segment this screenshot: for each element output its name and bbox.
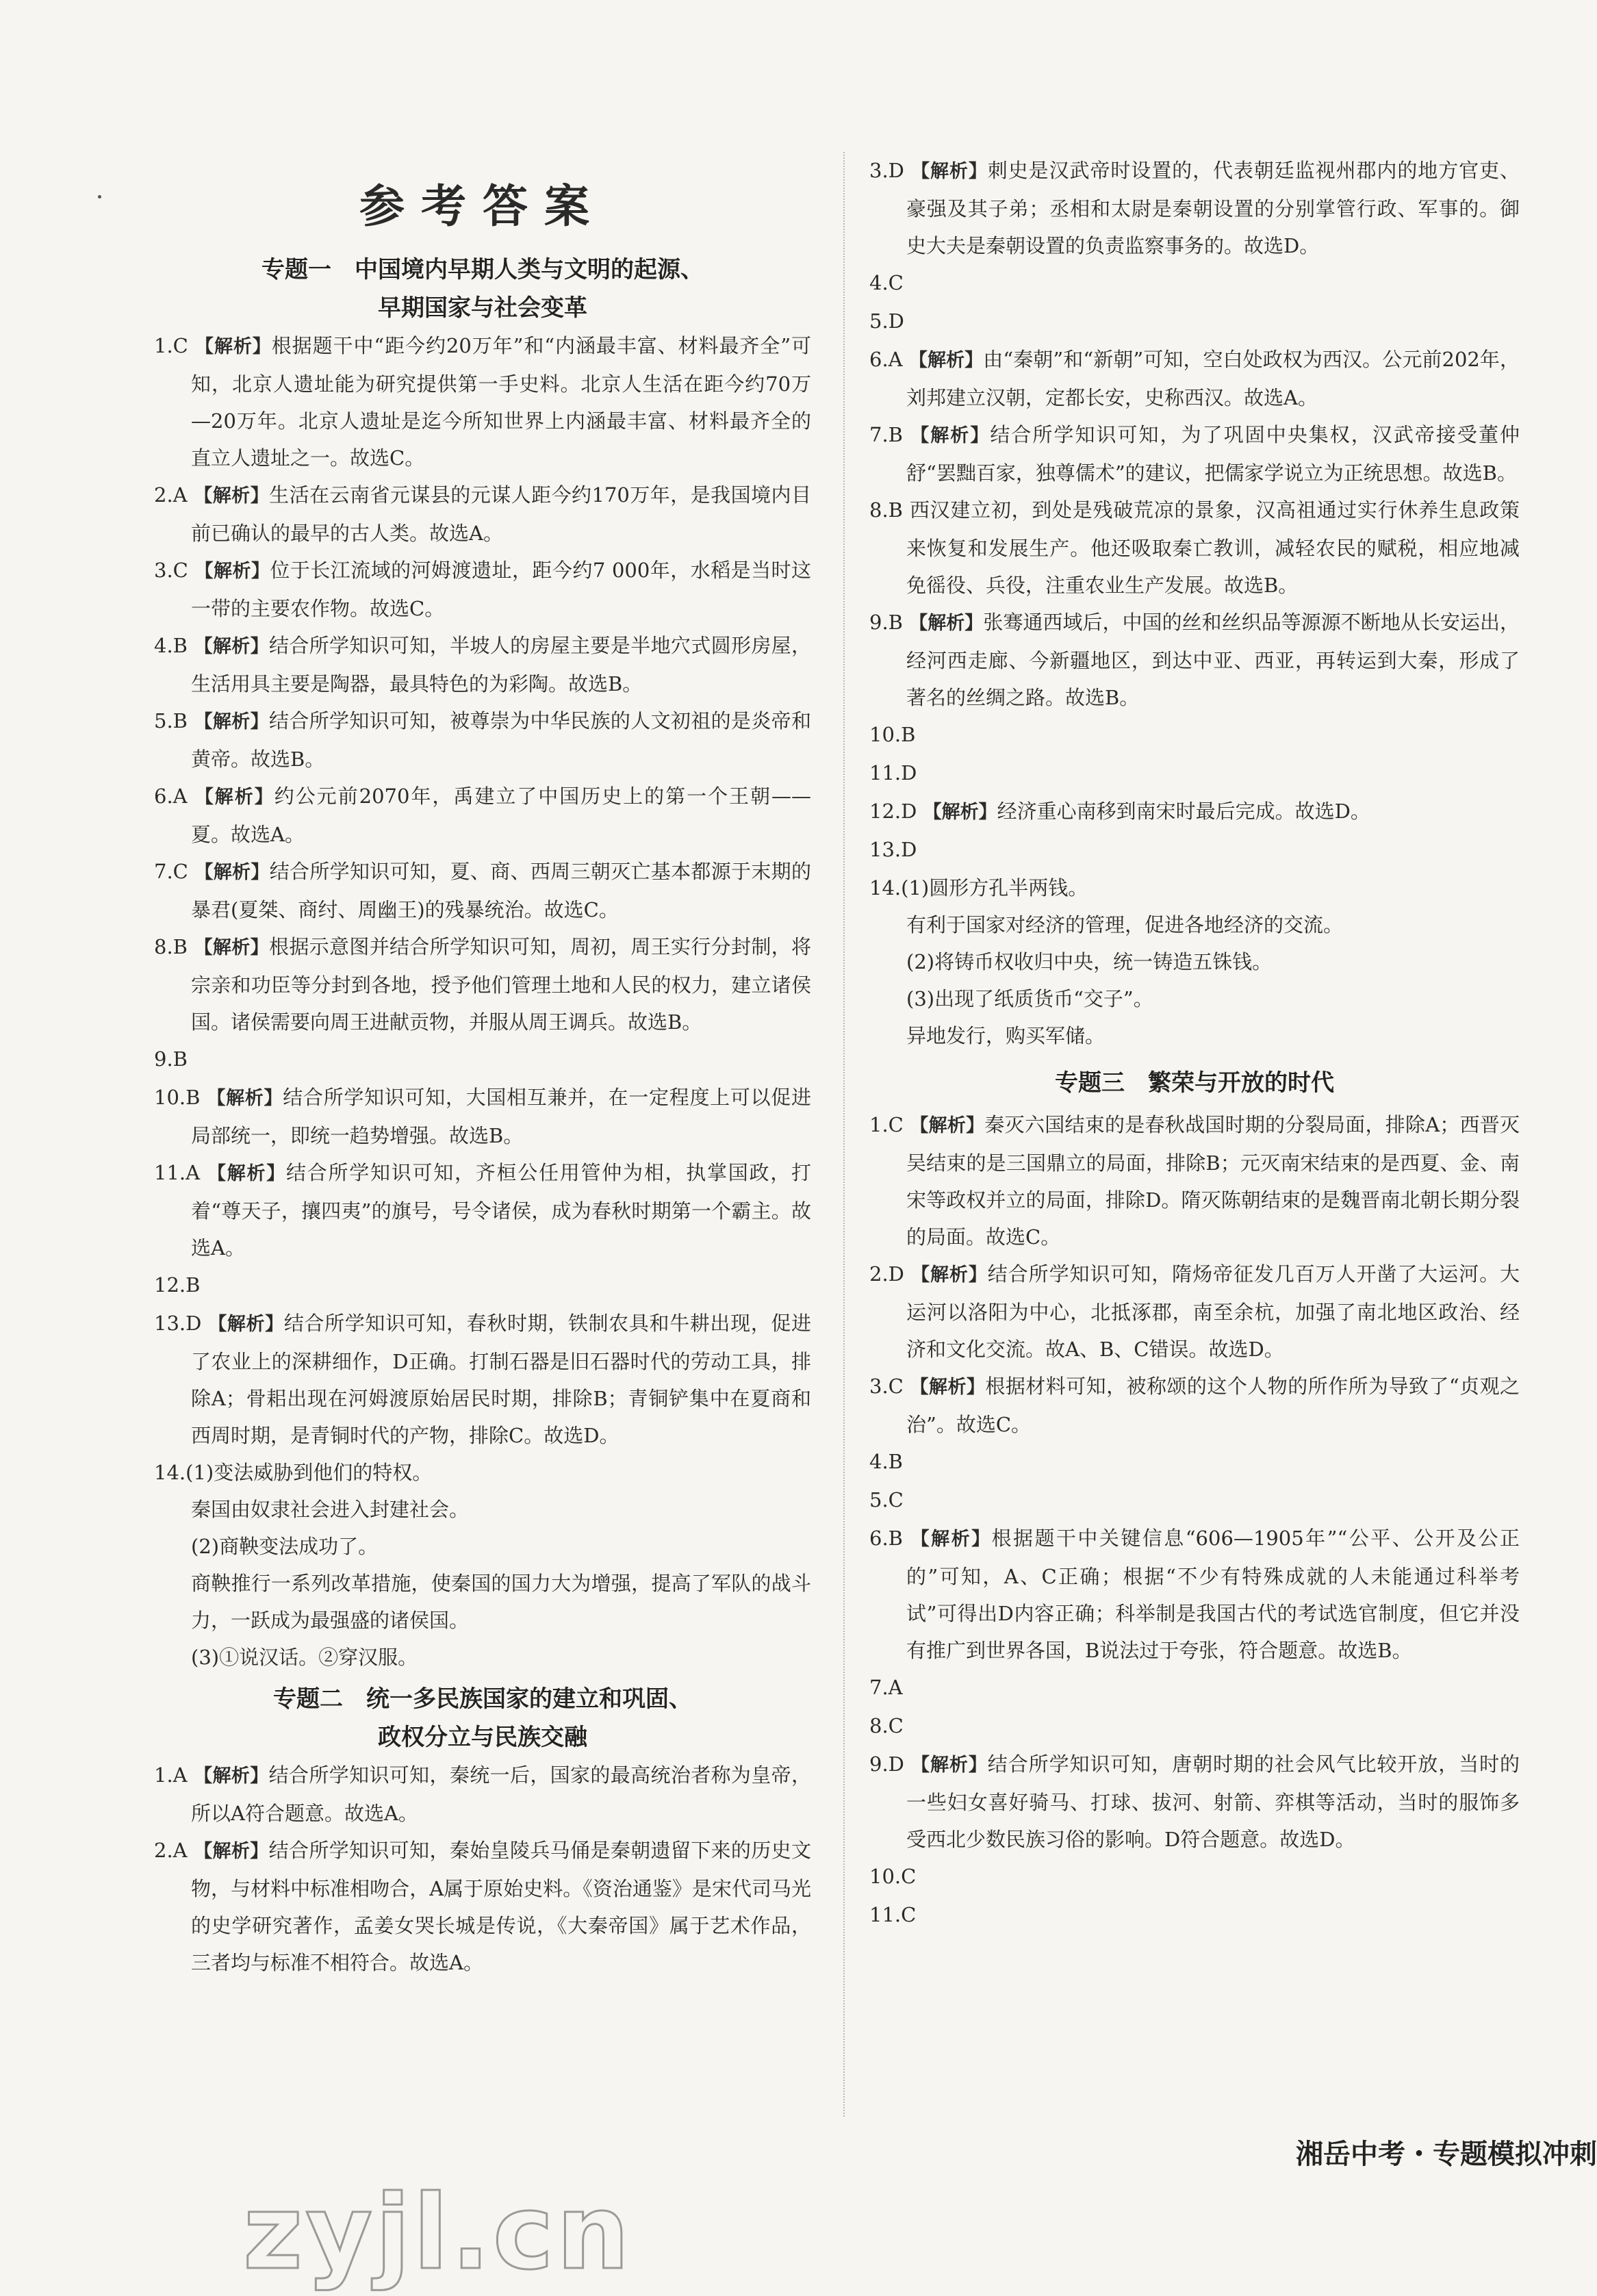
answer-number: 5.B	[154, 709, 188, 732]
answer-number: 6.B	[869, 1527, 903, 1550]
answer-item	[154, 552, 811, 627]
answer-item	[869, 1106, 1520, 1255]
answer-item	[869, 152, 1520, 264]
answer-item	[869, 492, 1520, 604]
topic2-q14-line: (2)将铸币权收归中央，统一铸造五铢钱。	[906, 950, 1273, 973]
answer-item	[154, 1079, 811, 1154]
answer-number: 12.D	[869, 800, 917, 823]
answer-item	[869, 1481, 1520, 1520]
answer-number: 5.D	[869, 309, 904, 333]
answer-item	[154, 627, 811, 702]
topic2-q14: 14.(1)圆形方孔半两钱。	[869, 876, 1088, 900]
answer-item	[869, 831, 1520, 869]
answer-explanation: 生活在云南省元谋县的元谋人距今约170万年，是我国境内目前已确认的最早的古人类。故选A。	[191, 483, 812, 545]
answer-explanation: 位于长江流域的河姆渡遗址，距今约7 000年，水稻是当时这一带的主要农作物。故选C。	[191, 559, 812, 620]
topic1-answers	[154, 327, 811, 1454]
answer-item	[869, 1669, 1520, 1707]
answer-explanation: 结合所学知识可知，大国相互兼并，在一定程度上可以促进局部统一，即统一趋势增强。故选B。	[191, 1086, 811, 1147]
answer-item	[869, 303, 1520, 341]
column-divider	[843, 152, 845, 2117]
analysis-tag: 【解析】	[194, 1841, 269, 1862]
answer-number: 3.C	[154, 559, 188, 582]
answer-number: 7.C	[154, 860, 188, 883]
answer-explanation: 结合所学知识可知，夏、商、西周三朝灭亡基本都源于末期的暴君(夏桀、商纣、周幽王)的残暴统治。故选C。	[191, 860, 811, 921]
answer-number: 8.B	[869, 498, 903, 522]
answer-item	[154, 1757, 811, 1832]
topic1-q14: 14.(1)变法威胁到他们的特权。	[154, 1461, 433, 1484]
answer-number: 11.A	[154, 1161, 201, 1184]
right-column	[869, 152, 1520, 1935]
answer-number: 9.D	[869, 1752, 904, 1776]
answer-item	[154, 1305, 811, 1454]
footer-series-title: 湘岳中考・专题模拟冲刺	[1296, 2139, 1597, 2170]
answer-number: 4.C	[869, 271, 904, 294]
analysis-tag: 【解析】	[911, 1264, 988, 1286]
answer-explanation: 结合所学知识可知，齐桓公任用管仲为相，执掌国政，打着“尊天子，攘四夷”的旗号，号令诸侯，成为春秋时期第一个霸主。故选A。	[191, 1161, 811, 1260]
analysis-tag: 【解析】	[910, 1377, 986, 1398]
answer-explanation: 刺史是汉武帝时设置的，代表朝廷监视州郡内的地方官吏、豪强及其子弟；丞相和太尉是秦朝设置的分别掌管行政、军事的。御史大夫是秦朝设置的负责监察事务的。故选D。	[906, 159, 1520, 257]
answer-number: 2.A	[154, 1839, 188, 1862]
answer-explanation: 根据题干中关键信息“606—1905年”“公平、公开及公正的”可知，A、C正确；根据“不少有特殊成就的人未能通过科举考试”可得出D内容正确；科举制是我国古代的考试选官制度，但它并没有推广到世界各国，B说法过于夸张，符合题意。故选B。	[906, 1527, 1520, 1662]
answer-item	[154, 702, 811, 778]
analysis-tag: 【解析】	[195, 336, 272, 357]
answer-item	[869, 1896, 1520, 1935]
answer-number: 13.D	[154, 1312, 202, 1335]
answer-item	[869, 1858, 1520, 1896]
page-dot	[98, 195, 101, 199]
answer-number: 10.B	[869, 723, 916, 746]
answer-number: 1.C	[869, 1113, 904, 1136]
topic2-q14-line: (3)出现了纸质货币“交子”。	[906, 987, 1153, 1010]
analysis-tag: 【解析】	[923, 802, 997, 823]
answer-item	[869, 793, 1520, 831]
topic2-answers	[154, 1757, 811, 1981]
analysis-tag: 【解析】	[194, 636, 269, 657]
answer-item	[869, 1443, 1520, 1481]
analysis-tag: 【解析】	[908, 350, 984, 371]
answer-number: 8.B	[154, 935, 188, 958]
answer-number: 1.A	[154, 1763, 188, 1787]
analysis-tag: 【解析】	[910, 425, 991, 446]
answer-item	[869, 1707, 1520, 1746]
analysis-tag: 【解析】	[194, 937, 269, 958]
topic1-heading: 专题一 中国境内早期人类与文明的起源、 早期国家与社会变革	[261, 256, 704, 322]
topic1-q14-line: (2)商鞅变法成功了。	[191, 1535, 379, 1558]
answer-explanation: 根据示意图并结合所学知识可知，周初，周王实行分封制，将宗亲和功臣等分封到各地，授予他们管理土地和人民的权力，建立诸侯国。诸侯需要向周王进献贡物，并服从周王调兵。故选B。	[191, 935, 812, 1034]
answer-number: 4.B	[154, 634, 188, 657]
analysis-tag: 【解析】	[194, 862, 270, 883]
analysis-tag: 【解析】	[910, 1115, 985, 1136]
answer-number: 11.D	[869, 761, 917, 785]
left-column	[154, 179, 811, 1981]
answer-item	[869, 604, 1520, 716]
answer-explanation: 结合所学知识可知，秦始皇陵兵马俑是秦朝遗留下来的历史文物，与材料中标准相吻合，A属于原始史料。《资治通鉴》是宋代司马光的史学研究著作，孟姜女哭长城是传说，《大秦帝国》属于艺术作品，三者均与标准不相符合。故选A。	[191, 1839, 811, 1974]
answer-item	[154, 1154, 811, 1266]
answer-number: 10.C	[869, 1865, 917, 1888]
answer-explanation: 西汉建立初，到处是残破荒凉的景象，汉高祖通过实行休养生息政策来恢复和发展生产。他还吸取秦亡教训，减轻农民的赋税，相应地减免徭役、兵役，注重农业生产发展。故选B。	[906, 498, 1520, 597]
answer-item	[869, 716, 1520, 754]
answer-explanation: 约公元前2070年，禹建立了中国历史上的第一个王朝——夏。故选A。	[191, 785, 812, 846]
answer-item	[869, 1255, 1520, 1368]
answer-item	[869, 1746, 1520, 1858]
answer-number: 9.B	[869, 611, 903, 634]
answer-item	[154, 1266, 811, 1305]
answer-number: 2.A	[154, 483, 188, 507]
answer-number: 2.D	[869, 1262, 904, 1286]
analysis-tag: 【解析】	[208, 1314, 284, 1335]
answer-number: 1.C	[154, 334, 188, 357]
analysis-tag: 【解析】	[194, 787, 274, 808]
answer-explanation: 结合所学知识可知，春秋时期，铁制农具和牛耕出现，促进了农业上的深耕细作，D正确。打制石器是旧石器时代的劳动工具，排除A；骨耜出现在河姆渡原始居民时期，排除B；青铜铲集中在夏商和西周时期，是青铜时代的产物，排除C。故选D。	[191, 1312, 812, 1447]
answer-item	[154, 1832, 811, 1981]
answer-number: 4.B	[869, 1450, 903, 1473]
answer-item	[154, 778, 811, 853]
answer-explanation: 经济重心南移到南宋时最后完成。故选D。	[997, 800, 1370, 823]
answer-explanation: 结合所学知识可知，被尊崇为中华民族的人文初祖的是炎帝和黄帝。故选B。	[191, 709, 812, 771]
answer-number: 7.B	[869, 423, 903, 446]
answer-item	[154, 1041, 811, 1079]
topic1-q14-line: 秦国由奴隶社会进入封建社会。	[191, 1498, 470, 1521]
answer-number: 11.C	[869, 1903, 917, 1926]
topic2-heading: 专题二 统一多民族国家的建立和巩固、 政权分立与民族交融	[273, 1685, 692, 1751]
topic3-answers	[869, 1106, 1520, 1935]
answer-item	[869, 1520, 1520, 1669]
answer-item	[869, 264, 1520, 303]
analysis-tag: 【解析】	[911, 161, 988, 182]
answer-explanation: 张骞通西域后，中国的丝和丝织品等源源不断地从长安运出，经河西走廊、今新疆地区，到达中亚、西亚，再转运到大秦，形成了著名的丝绸之路。故选B。	[906, 611, 1520, 709]
answer-number: 3.D	[869, 159, 904, 182]
page-title: 参考答案	[359, 180, 606, 233]
topic2-q14-line: 有利于国家对经济的管理，促进各地经济的交流。	[906, 913, 1344, 936]
topic1-q14-line: (3)①说汉话。②穿汉服。	[191, 1646, 418, 1669]
analysis-tag: 【解析】	[911, 1755, 988, 1776]
answer-number: 7.A	[869, 1676, 903, 1699]
answer-explanation: 结合所学知识可知，半坡人的房屋主要是半地穴式圆形房屋，生活用具主要是陶器，最具特色的为彩陶。故选B。	[191, 634, 812, 696]
answer-number: 6.A	[154, 785, 188, 808]
answer-item	[869, 754, 1520, 793]
answer-explanation: 结合所学知识可知，为了巩固中央集权，汉武帝接受董仲舒“罢黜百家，独尊儒术”的建议，把儒家学说立为正统思想。故选B。	[906, 423, 1520, 485]
topic2-answers-continued	[869, 152, 1520, 869]
answer-explanation: 结合所学知识可知，秦统一后，国家的最高统治者称为皇帝，所以A符合题意。故选A。	[191, 1763, 811, 1825]
analysis-tag: 【解析】	[194, 485, 270, 507]
answer-number: 6.A	[869, 348, 903, 371]
analysis-tag: 【解析】	[207, 1163, 287, 1184]
answer-item	[869, 341, 1520, 416]
analysis-tag: 【解析】	[207, 1088, 283, 1109]
topic2-q14-line: 异地发行，购买军储。	[906, 1024, 1106, 1047]
answer-explanation: 由“秦朝”和“新朝”可知，空白处政权为西汉。公元前202年，刘邦建立汉朝，定都长安，史称西汉。故选A。	[906, 348, 1520, 409]
answer-item	[154, 327, 811, 476]
answer-explanation: 秦灭六国结束的是春秋战国时期的分裂局面，排除A；西晋灭吴结束的是三国鼎立的局面，排除B；元灭南宋结束的是西夏、金、南宋等政权并立的局面，排除D。隋灭陈朝结束的是魏晋南北朝长期分裂的局面。故选C。	[906, 1113, 1520, 1249]
answer-item	[154, 476, 811, 552]
analysis-tag: 【解析】	[194, 1765, 269, 1787]
answer-number: 8.C	[869, 1714, 904, 1737]
answer-item	[869, 416, 1520, 492]
answer-number: 3.C	[869, 1375, 904, 1398]
answer-number: 10.B	[154, 1086, 201, 1109]
analysis-tag: 【解析】	[910, 1529, 992, 1550]
answer-item	[154, 928, 811, 1041]
topic1-q14-line: 商鞅推行一系列改革措施，使秦国的国力大为增强，提高了军队的战斗力，一跃成为最强盛的诸侯国。	[191, 1572, 811, 1632]
analysis-tag: 【解析】	[194, 561, 270, 582]
answer-number: 5.C	[869, 1488, 904, 1511]
answer-number: 12.B	[154, 1273, 201, 1297]
answer-item	[154, 853, 811, 928]
topic3-heading: 专题三 繁荣与开放的时代	[1055, 1069, 1334, 1097]
answer-number: 9.B	[154, 1047, 188, 1071]
answer-item	[869, 1368, 1520, 1443]
analysis-tag: 【解析】	[909, 613, 984, 634]
answer-explanation: 根据题干中“距今约20万年”和“内涵最丰富、材料最齐全”可知，北京人遗址能为研究提供第一手史料。北京人生活在距今约70万—20万年。北京人遗址是迄今所知世界上内涵最丰富、材料最齐全的直立人遗址之一。故选C。	[191, 334, 812, 470]
analysis-tag: 【解析】	[194, 711, 269, 732]
answer-number: 13.D	[869, 838, 917, 861]
answer-explanation: 结合所学知识可知，隋炀帝征发几百万人开凿了大运河。大运河以洛阳为中心，北抵涿郡，南至余杭，加强了南北地区政治、经济和文化交流。故A、B、C错误。故选D。	[906, 1262, 1520, 1361]
answer-explanation: 结合所学知识可知，唐朝时期的社会风气比较开放，当时的一些妇女喜好骑马、打球、拔河、射箭、弈棋等活动，当时的服饰多受西北少数民族习俗的影响。D符合题意。故选D。	[906, 1752, 1520, 1851]
answer-explanation: 根据材料可知，被称颂的这个人物的所作所为导致了“贞观之治”。故选C。	[906, 1375, 1520, 1436]
watermark: zyjl.cn	[243, 2173, 633, 2293]
